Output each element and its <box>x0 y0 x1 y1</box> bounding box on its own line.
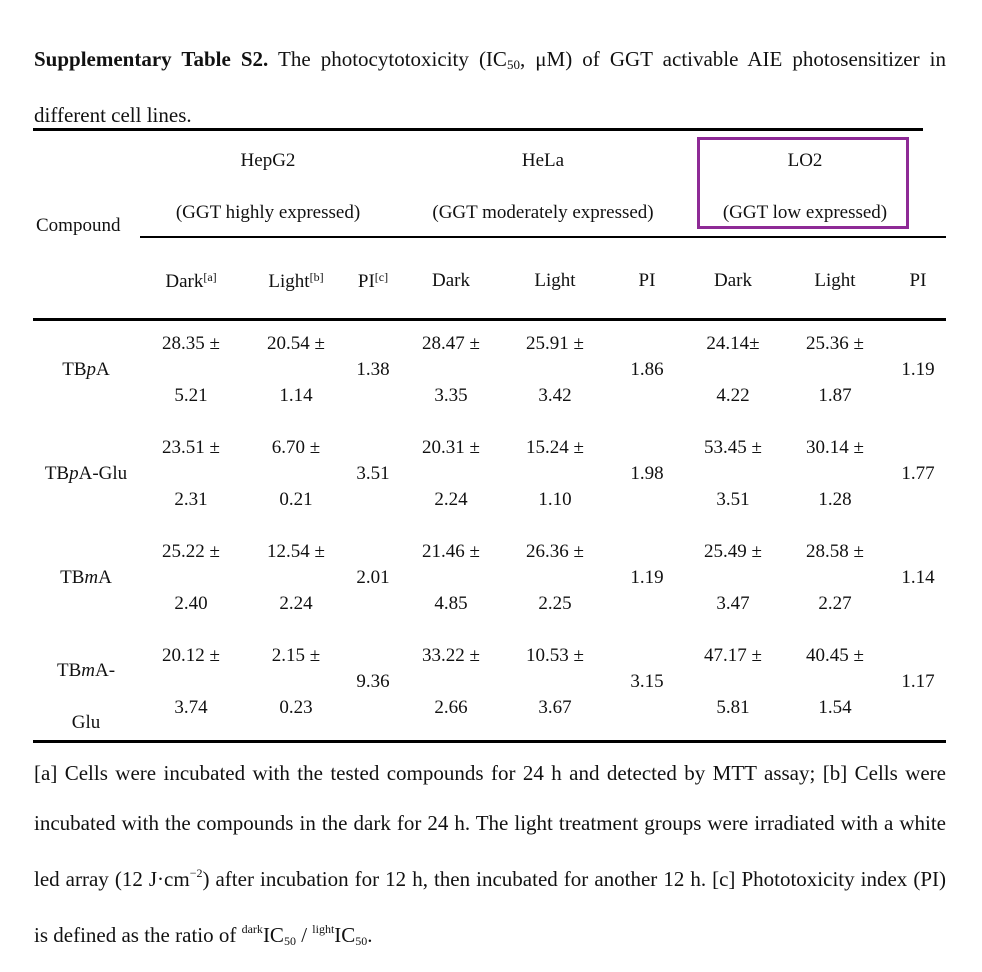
value-hepg2-light-top: 20.54 ± <box>267 333 325 354</box>
group-desc-hepg2: (GGT highly expressed) <box>175 202 361 223</box>
group-name-hepg2: HepG2 <box>240 150 296 171</box>
value-hela-dark-bot: 3.35 <box>434 385 468 406</box>
value-hepg2-dark-top: 28.35 ± <box>162 333 220 354</box>
footnote-light-sup: light <box>312 922 335 936</box>
value-hela-light-top: 25.91 ± <box>526 333 584 354</box>
value-hela-light-bot: 3.67 <box>538 697 572 718</box>
value-lo2-dark-bot: 4.22 <box>716 385 750 406</box>
value-hepg2-pi: 3.51 <box>356 463 390 484</box>
group-desc-hela: (GGT moderately expressed) <box>432 202 654 223</box>
value-hepg2-light-top: 2.15 ± <box>271 645 321 666</box>
footnote-dark-sup: dark <box>241 922 263 936</box>
compound-name: TBpA <box>62 359 110 380</box>
footnote-ic-2: IC <box>334 923 356 947</box>
value-lo2-dark-bot: 3.51 <box>716 489 750 510</box>
value-hela-dark-top: 21.46 ± <box>422 541 480 562</box>
value-hela-dark-top: 33.22 ± <box>422 645 480 666</box>
value-hela-light-top: 15.24 ± <box>526 437 584 458</box>
value-hela-pi: 3.15 <box>630 671 664 692</box>
value-hela-light-bot: 1.10 <box>538 489 572 510</box>
value-hela-dark-bot: 2.24 <box>434 489 468 510</box>
value-lo2-dark-top: 25.49 ± <box>704 541 762 562</box>
value-lo2-light-top: 30.14 ± <box>806 437 864 458</box>
value-hela-light-bot: 2.25 <box>538 593 572 614</box>
value-lo2-dark-top: 47.17 ± <box>704 645 762 666</box>
col-hepg2-light: Light[b] <box>268 270 324 292</box>
value-hepg2-pi: 9.36 <box>356 671 390 692</box>
value-hepg2-dark-top: 20.12 ± <box>162 645 220 666</box>
header-compound: Compound <box>36 215 121 236</box>
value-hela-dark-bot: 2.66 <box>434 697 468 718</box>
value-lo2-dark-bot: 5.81 <box>716 697 750 718</box>
value-hepg2-pi: 1.38 <box>356 359 390 380</box>
caption-label: Supplementary Table S2. <box>34 47 269 71</box>
table-footnotes <box>34 748 946 966</box>
value-hela-pi: 1.86 <box>630 359 664 380</box>
value-hela-light-top: 26.36 ± <box>526 541 584 562</box>
value-hepg2-light-bot: 1.14 <box>279 385 313 406</box>
value-lo2-pi: 1.14 <box>901 567 935 588</box>
value-lo2-dark-top: 53.45 ± <box>704 437 762 458</box>
col-hela-light: Light <box>534 270 576 291</box>
compound-name: TBpA-Glu <box>44 463 128 484</box>
value-lo2-light-bot: 1.28 <box>818 489 852 510</box>
caption-text: The photocytotoxicity (IC <box>278 47 507 71</box>
value-hepg2-light-top: 12.54 ± <box>267 541 325 562</box>
footnote-sub-2: 50 <box>355 934 368 948</box>
value-hepg2-dark-top: 23.51 ± <box>162 437 220 458</box>
value-hela-light-top: 10.53 ± <box>526 645 584 666</box>
value-hepg2-light-bot: 0.23 <box>279 697 313 718</box>
col-hepg2-pi: PI[c] <box>357 270 389 292</box>
footnote-exponent: −2 <box>189 866 203 880</box>
value-hela-pi: 1.98 <box>630 463 664 484</box>
caption-text-2: , μM) of GGT activable AIE photosensitizer in different cell lines. <box>34 47 946 127</box>
value-hepg2-dark-top: 25.22 ± <box>162 541 220 562</box>
table-caption <box>34 34 946 140</box>
value-hepg2-pi: 2.01 <box>356 567 390 588</box>
value-hela-dark-bot: 4.85 <box>434 593 468 614</box>
value-lo2-dark-bot: 3.47 <box>716 593 750 614</box>
value-hela-pi: 1.19 <box>630 567 664 588</box>
value-hela-dark-top: 28.47 ± <box>422 333 480 354</box>
value-lo2-light-top: 25.36 ± <box>806 333 864 354</box>
col-hepg2-dark: Dark[a] <box>165 270 217 292</box>
value-lo2-light-bot: 1.54 <box>818 697 852 718</box>
footnote-ic: IC <box>262 923 284 947</box>
compound-name: TBmA- Glu <box>56 660 116 733</box>
value-hepg2-dark-bot: 3.74 <box>174 697 208 718</box>
value-lo2-light-bot: 2.27 <box>818 593 852 614</box>
value-lo2-pi: 1.77 <box>901 463 935 484</box>
col-lo2-pi: PI <box>909 270 927 291</box>
footnote-sub: 50 <box>283 934 296 948</box>
value-hepg2-light-top: 6.70 ± <box>271 437 321 458</box>
value-hela-dark-top: 20.31 ± <box>422 437 480 458</box>
value-lo2-dark-top: 24.14± <box>706 333 760 354</box>
top-rule <box>33 128 923 131</box>
value-hepg2-dark-bot: 2.40 <box>174 593 208 614</box>
value-hepg2-light-bot: 0.21 <box>279 489 313 510</box>
caption-sub: 50 <box>506 57 520 72</box>
value-lo2-light-top: 28.58 ± <box>806 541 864 562</box>
compound-name: TBmA <box>60 567 112 588</box>
value-lo2-light-top: 40.45 ± <box>806 645 864 666</box>
group-rule <box>140 236 946 238</box>
value-hepg2-light-bot: 2.24 <box>279 593 313 614</box>
value-hela-light-bot: 3.42 <box>538 385 572 406</box>
col-lo2-light: Light <box>814 270 856 291</box>
value-lo2-pi: 1.19 <box>901 359 935 380</box>
value-lo2-light-bot: 1.87 <box>818 385 852 406</box>
bottom-rule <box>33 740 946 743</box>
group-desc-lo2: (GGT low expressed) <box>722 202 888 223</box>
group-name-hela: HeLa <box>521 150 565 171</box>
value-hepg2-dark-bot: 2.31 <box>174 489 208 510</box>
col-lo2-dark: Dark <box>714 270 752 291</box>
group-name-lo2: LO2 <box>787 150 823 171</box>
footnote-text-b: ) after incubation for 12 h, then incubated for another 12 h. [c] Phototoxicity index (PI) is defined as the ratio of <box>34 867 946 947</box>
value-hepg2-dark-bot: 5.21 <box>174 385 208 406</box>
footnote-slash: / <box>295 923 313 947</box>
value-lo2-pi: 1.17 <box>901 671 935 692</box>
col-hela-pi: PI <box>638 270 656 291</box>
col-hela-dark: Dark <box>432 270 470 291</box>
header-rule <box>33 318 946 321</box>
footnote-text-a: [a] Cells were incubated with the tested compounds for 24 h and detected by MTT assay; [b] Cells were incubated with the compounds in the dark for 24 h. The light treatment groups were irradiated with a white led array (12 J·cm <box>34 761 946 891</box>
footnote-end: . <box>367 923 373 947</box>
